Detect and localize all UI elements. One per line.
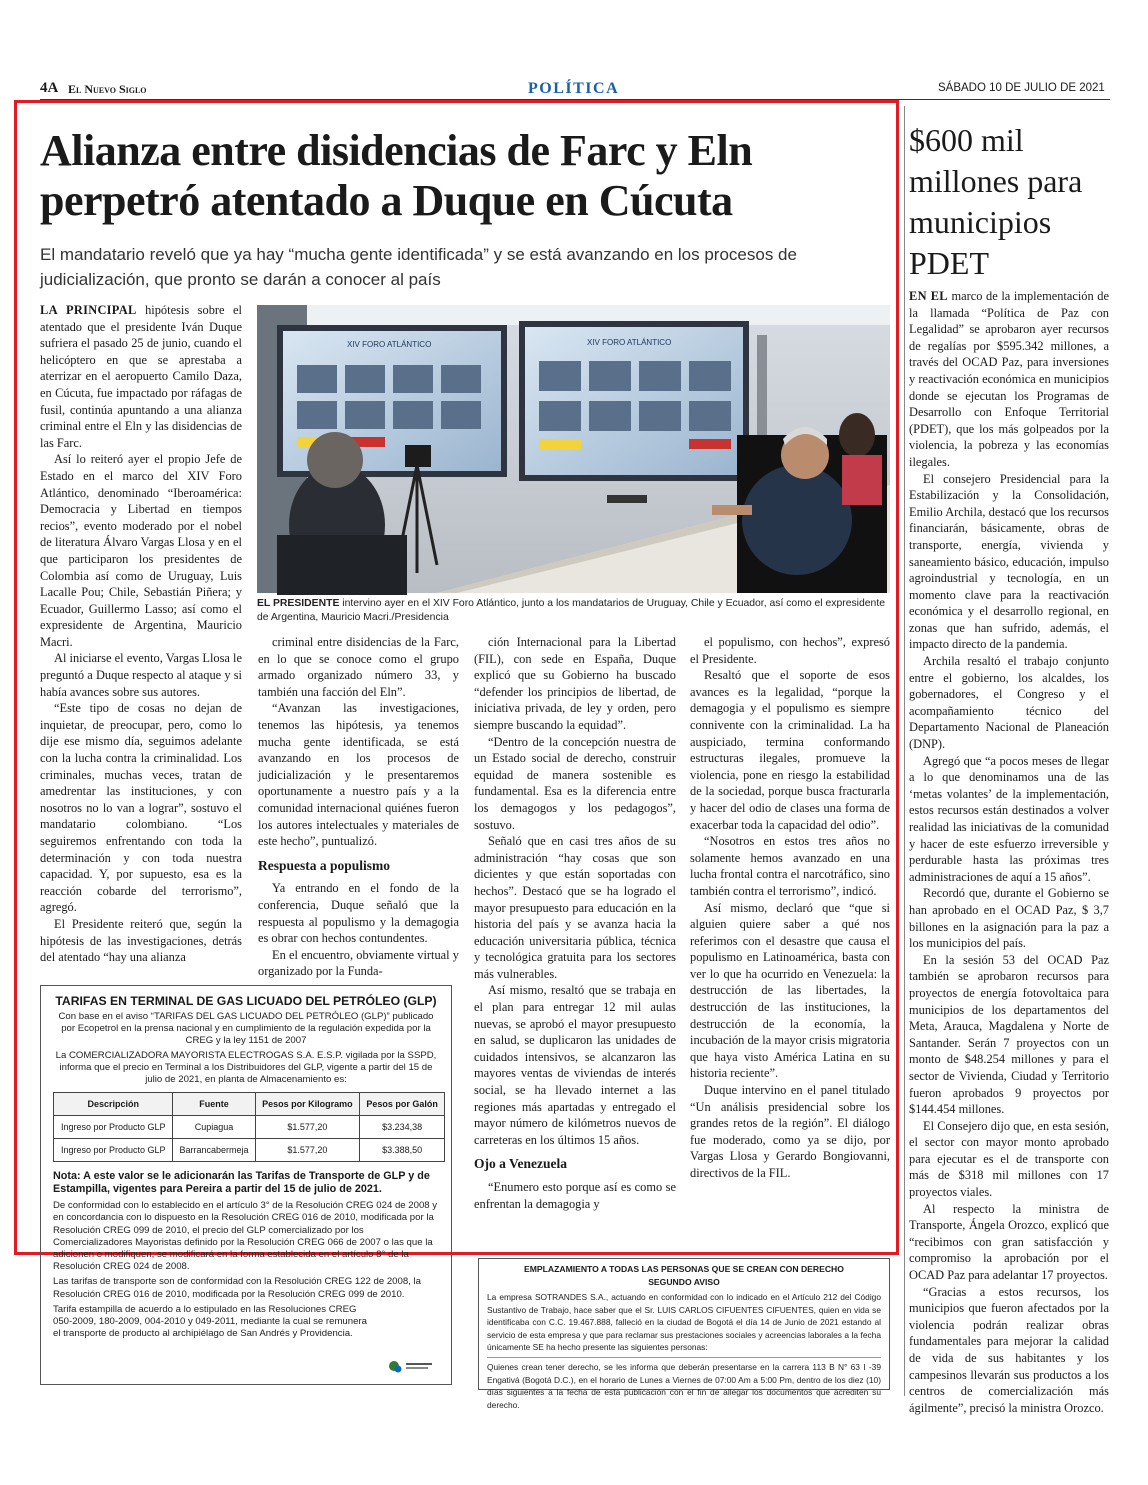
sidebar-rule: [904, 106, 905, 1396]
table-header-cell: Pesos por Galón: [360, 1093, 445, 1116]
glp-price-table: [53, 1092, 445, 1162]
lead-in: EN EL: [909, 289, 948, 303]
subhead-venezuela: Ojo a Venezuela: [474, 1156, 567, 1172]
superservicios-logo: [386, 1358, 436, 1376]
photo-caption: [257, 597, 890, 625]
conference-scene: [257, 305, 890, 593]
paragraph-text: “Dentro de la concepción nuestra de un Estado social de derecho, construir equidad de manera sostenible es fundamental. Esa es la diferencia entre los demagogos y los pedagogos”, sostuvo.: [474, 734, 676, 832]
article-photo: [257, 305, 890, 593]
main-deck: El mandatario reveló que ya hay “mucha gente identificada” y se está avanzando en los procesos de judicialización, que pronto se darán a conocer al país: [40, 245, 797, 289]
table-cell: Cupiagua: [173, 1116, 255, 1139]
paragraph-text: Señaló que en casi tres años de su administración “hay cosas que son dicientes y que están soportadas con hechos”. Destacó que se ha logrado el mayor presupuesto para educación en la historia del país y se avanza hacia la educación universitaria pública, técnica y tecnológica gratuita para los sectores más vulnerables.: [474, 834, 676, 981]
col3-paragraph: [474, 833, 676, 982]
glp-title: TARIFAS EN TERMINAL DE GAS LICUADO DEL PETRÓLEO (GLP): [55, 994, 437, 1008]
paragraph-text: Resaltó que el soporte de esos avances es la legalidad, “porque la demagogia y el populismo es siempre connivente con la criminalidad. La ha auspiciado, termina conformando estructuras ilegales, promueve la violencia, pone en riesgo la estabilidad de la sociedad, porque busca fracturarla y hacer del odio de clases una forma de exacerbar toda la capacidad del odio”.: [690, 668, 890, 832]
glp-intro-1: Con base en el aviso “TARIFAS DEL GAS LICUADO DEL PETRÓLEO (GLP)” publicado por Ecopetrol en la prensa nacional y en cumplimiento de la regulación expedida por la CREG y la ley 1151 de 2007: [58, 1011, 434, 1047]
summons-subtitle: SEGUNDO AVISO: [648, 1277, 720, 1287]
paragraph-text: Así mismo, resaltó que se trabaja en el plan para entregar 12 mil aulas nuevas, se aprobó el mayor presupuesto en salud, se duplicaron las unidades de cuidados intensivos, se alcanzaron las mayores ventas de viviendas de interés social, se ha llevado internet a las regiones más apartadas y entregado el mayor número de kilómetros nuevos de carreteras en los últimos 15 años.: [474, 983, 676, 1147]
paragraph-text: hipótesis sobre el atentado que el presidente Iván Duque sufriera el pasado 25 de junio, cuando el helicóptero en que se aprestaba a aterrizar en el aeropuerto Camilo Daza, en Cúcuta, fue impactado por ráfagas de fusil, continúa apuntando a una alianza criminal entre el Eln y las disidencias de las Farc.: [40, 303, 242, 450]
glp-intro-2: La COMERCIALIZADORA MAYORISTA ELECTROGAS S.A. E.S.P. vigilada por la SSPD, informa que el precio en Terminal a los Distribuidores del GLP, vigente a partir del 15 de julio de 2021, en planta de Almacenamiento es:: [55, 1049, 437, 1086]
col4-paragraph: [690, 833, 890, 899]
col3-paragraph: [474, 734, 676, 834]
paragraph-text: ción Internacional para la Libertad (FIL), con sede en España, Duque explicó que su Gobierno ha buscado “defender los principios de libertad, de iniciativa privada, de ley y orden, pero siempre buscando la equidad”.: [474, 635, 676, 732]
photo-caption-text: intervino ayer en el XIV Foro Atlántico, junto a los mandatarios de Uruguay, Chile y Ecuador, así como el expresidente de Argentina, Mauricio Macri./Presidencia: [257, 598, 885, 623]
side-paragraph: [909, 1201, 1109, 1284]
col4-paragraph: [690, 634, 890, 667]
lead-in: LA PRINCIPAL: [40, 303, 137, 317]
col2-paragraph: [258, 880, 459, 946]
col1-paragraph: [40, 302, 242, 451]
col4-paragraph: [690, 667, 890, 833]
col3-paragraph: [474, 634, 676, 734]
summons-notice: [478, 1258, 890, 1410]
paragraph-text: Así mismo, declaró que “que si alguien quiere saber a qué nos referimos con el desastre que causa el populismo en Latinoamérica, basta con ver lo que ha ocurrido en Venezuela: la destrucción de las libertades, la destrucción de las instituciones, la destrucción de la economía, la incubación de la mayor crisis migratoria que haya visto América Latina en su historia reciente”.: [690, 900, 890, 1081]
newspaper-name: El Nuevo Siglo: [68, 82, 147, 96]
article-column-2: [258, 634, 459, 979]
summons-divider: [487, 1357, 881, 1358]
table-cell: Ingreso por Producto GLP: [54, 1139, 173, 1162]
page-number: 4A: [40, 80, 59, 96]
side-paragraph: [909, 753, 1109, 886]
glp-notice: [40, 985, 452, 1385]
paragraph-text: “Gracias a estos recursos, los municipios que fueron afectados por la violencia podrán realizar obras fundamentales para mejorar la calidad de vida de sus habitantes y los campesinos llevarán sus productos a los centros de comercialización más ágilmente”, precisó la ministra Orozco.: [909, 1284, 1109, 1415]
paragraph-text: Duque intervino en el panel titulado “Un análisis presidencial sobre los grandes retos de la región”. El diálogo fue moderado, como ya se dijo, por Vargas Llosa y Gerardo Bongiovanni, directivos de la FIL.: [690, 1083, 890, 1180]
paragraph-text: Recordó que, durante el Gobierno se han aprobado en el OCAD Paz, $ 3,7 billones en la asignación para la paz a los municipios del país.: [909, 886, 1109, 951]
side-headline: $600 mil millones para municipios PDET: [909, 122, 1083, 281]
side-paragraph: [909, 653, 1109, 753]
screen-label-right: XIV FORO ATLÁNTICO: [587, 338, 672, 347]
paragraph-text: En la sesión 53 del OCAD Paz también se aprobaron recursos para proyectos de energía fotovoltaica para municipios de los departamentos del Meta, Arauca, Magdalena y Norte de Santander. Serán 7 proyectos con un monto de $48.254 millones y para el sector de Vivienda, Ciudad y Territorio fueron aprobados 9 proyectos por $144.454 millones.: [909, 952, 1109, 1117]
col1-paragraph: [40, 650, 242, 700]
paragraph-text: Al iniciarse el evento, Vargas Llosa le preguntó a Duque respecto al ataque y si había avances sobre sus autores.: [40, 651, 242, 699]
paragraph-text: “Nosotros en estos tres años no solamente hemos avanzado en una lucha frontal contra el narcotráfico, sino también contra el terrorismo”, indicó.: [690, 834, 890, 898]
glp-note: Nota: A este valor se le adicionarán las Tarifas de Transporte de GLP y de Estampilla, vigentes para Pereira a partir del 15 de julio de 2021.: [53, 1170, 430, 1196]
paragraph-text: Así lo reiteró ayer el propio Jefe de Estado en el marco del XIV Foro Atlántico, denominado “Iberoamérica: Democracia y Libertad en tiempos recios”, evento moderado por el nobel de literatura Álvaro Vargas Llosa y en el que participaron los presidentes de Colombia así como de Uruguay, Luis Lacalle Pou; Chile, Sebastián Piñera; y Ecuador, Guillermo Lasso; así como el expresidente de Argentina, Mauricio Macri.: [40, 452, 242, 649]
col2-paragraph: [258, 634, 459, 700]
table-cell: $1.577,20: [255, 1139, 360, 1162]
section-title: POLÍTICA: [528, 80, 620, 97]
col3-paragraph: [474, 982, 676, 1148]
glp-para-1: De conformidad con lo establecido en el artículo 3° de la Resolución CREG 024 de 2008 y en concordancia con lo dispuesto en la Resolución CREG 016 de 2010, modificada por la Resolución CREG 099 de 2010, el precio del GLP comercializado por los Comercializadores Mayoristas definido por la Resolución CREG 066 de 2007 o las que la adicionen o modifiquen, se modificará en la forma establecida en el artículo 8° de la Resolución CREG 024 de 2008.: [53, 1200, 438, 1273]
table-header-cell: Fuente: [173, 1093, 255, 1116]
subhead-populism: Respuesta a populismo: [258, 857, 391, 873]
paragraph-text: En el encuentro, obviamente virtual y organizado por la Funda-: [258, 947, 459, 979]
side-paragraph: [909, 952, 1109, 1118]
issue-date: SÁBADO 10 DE JULIO DE 2021: [938, 82, 1105, 94]
paragraph-text: “Avanzan las investigaciones, tenemos las hipótesis, ya tenemos mucha gente identificada, se está avanzando en los procesos de judicialización y le presentaremos oportunamente a nuestro país y a la comunidad internacional quiénes fueron los autores intelectuales y materiales de este hecho”, puntualizó.: [258, 701, 459, 849]
table-cell: Ingreso por Producto GLP: [54, 1116, 173, 1139]
summons-para-2: Quienes crean tener derecho, se les informa que deberán presentarse en la carrera 113 B N° 63 I -39 Engativá (Bogotá D.C.), en el horario de Lunes a Viernes de 07:00 Am a 5:00 Pm, dentro de los diez (10) días siguientes a la fecha de esta publicación con el fin de allegar los documentos que acrediten su derecho.: [487, 1361, 881, 1410]
side-paragraph: [909, 885, 1109, 951]
table-header-cell: Descripción: [54, 1093, 173, 1116]
article-column-1: [40, 302, 242, 965]
paragraph-text: criminal entre disidencias de la Farc, en lo que se conoce como el grupo armado organizado número 33, y también una facción del Eln”.: [258, 635, 459, 699]
col3-paragraph: [474, 1179, 676, 1212]
col4-paragraph: [690, 1082, 890, 1182]
table-cell: Barrancabermeja: [173, 1139, 255, 1162]
summons-para-1: La empresa SOTRANDES S.A., actuando en conformidad con lo indicado en el Artículo 212 del Código Sustantivo de Trabajo, hace saber que el Sr. LUIS CARLOS CIFUENTES CIFUENTES, quien en vida se identificaba con C.C. 19.467.888, falleció en la ciudad de Bogotá el día 14 de Junio de 2021 estando al servicio de esta empresa y que para reclamar sus prestaciones sociales y acreencias laborales a la fecha únicamente SE ha hecho presente las siguientes personas:: [487, 1292, 881, 1353]
glp-para-2: Las tarifas de transporte son de conformidad con la Resolución CREG 122 de 2008, la Resolución CREG 016 de 2010, modificada por la Resolución CREG 099 de 2010.: [53, 1276, 421, 1300]
table-cell: $1.577,20: [255, 1116, 360, 1139]
glp-para-3: Tarifa estampilla de acuerdo a lo estipulado en las Resoluciones CREG 050-2009, 180-2009, 004-2010 y 049-2011, mediante la cual se remunera el transporte de producto al archipiélago de San Andrés y Providencia.: [53, 1303, 367, 1340]
col4-paragraph: [690, 900, 890, 1083]
main-headline: Alianza entre disidencias de Farc y Eln perpetró atentado a Duque en Cúcuta: [40, 126, 753, 225]
col1-paragraph: [40, 451, 242, 650]
table-header-cell: Pesos por Kilogramo: [255, 1093, 360, 1116]
photo-caption-lead: EL PRESIDENTE: [257, 598, 340, 609]
col2-paragraph: [258, 700, 459, 849]
table-row: [54, 1139, 445, 1162]
paragraph-text: El consejero Presidencial para la Estabilización y la Consolidación, Emilio Archila, destacó que los recursos financiarán, básicamente, obras de transporte, energía, vivienda y saneamiento básico, educación, impulso agroindustrial y tecnología, en un momento clave para la reactivación económica y el desarrollo regional, en zonas que han sufrido, además, el impacto directo de la pandemia.: [909, 471, 1109, 652]
table-header-row: [54, 1093, 445, 1116]
paragraph-text: “Enumero esto porque así es como se enfrentan la demagogia y: [474, 1180, 676, 1211]
paragraph-text: Archila resaltó el trabajo conjunto entre el gobierno, los alcaldes, los gobernadores, el Congreso y el acompañamiento técnico del Departamento Nacional de Planeación (DNP).: [909, 654, 1109, 752]
paragraph-text: marco de la implementación de la llamada “Política de Paz con Legalidad” se aprobaron ayer recursos de regalías por $595.342 millones, a través del OCAD Paz, para inversiones y reactivación económica en municipios donde se ejecutan los Programas de Desarrollo con Enfoque Territorial (PDET), que los más golpeados por la violencia, la pobreza y las economías ilegales.: [909, 289, 1110, 469]
paragraph-text: el populismo, con hechos”, expresó el Presidente.: [690, 635, 890, 666]
table-cell: $3.388,50: [360, 1139, 445, 1162]
col1-paragraph: [40, 700, 242, 916]
paragraph-text: Al respecto la ministra de Transporte, Ángela Orozco, explicó que “recibimos con gran satisfacción y compromiso la aprobación por el OCAD Paz para adelantar 17 proyectos.: [909, 1201, 1109, 1283]
col1-paragraph: [40, 916, 242, 966]
paragraph-text: El Consejero dijo que, en esta sesión, el sector con mayor monto aprobado para ejecutar es el de transporte con más de $318 mil millones con 17 proyectos viales.: [909, 1118, 1109, 1200]
summons-title: EMPLAZAMIENTO A TODAS LAS PERSONAS QUE SE CREAN CON DERECHO: [524, 1264, 844, 1274]
article-column-4: [690, 634, 890, 1244]
screen-label-left: XIV FORO ATLÁNTICO: [347, 340, 432, 349]
side-paragraph: [909, 1284, 1109, 1417]
paragraph-text: Ya entrando en el fondo de la conferencia, Duque señaló que la respuesta al populismo y la demagogia es obrar con hechos contundentes.: [258, 881, 459, 946]
side-paragraph: [909, 288, 1109, 471]
table-row: [54, 1116, 445, 1139]
side-paragraph: [909, 471, 1109, 654]
col2-paragraph: [258, 947, 459, 980]
paragraph-text: Agregó que “a pocos meses de llegar a lo que denominamos una de las ‘metas volantes’ de la implementación, estos recursos están destinados a volver realidad las iniciativas de la comunidad y hacer de este esfuerzo irreversible y perdurable hasta las próximas tres administraciones de aquí a 15 años”.: [909, 753, 1109, 884]
side-article-body: [909, 288, 1109, 1418]
article-column-3: [474, 634, 676, 1244]
paragraph-text: El Presidente reiteró que, según la hipótesis de las investigaciones, detrás del atentado “hay una alianza: [40, 916, 242, 965]
side-paragraph: [909, 1118, 1109, 1201]
paragraph-text: “Este tipo de cosas no dejan de inquietar, de preocupar, pero, como lo dije ese mismo día, seguimos adelante con la lucha contra la criminalidad. Los criminales, muchas veces, tratan de amedrentar las instituciones, y con nosotros no lo van a lograr”, sostuvo el mandatario colombiano. “Los seguiremos enfrentando con toda la determinación y con toda nuestra capacidad. Y, por supuesto, esa es la reacción cobarde del terrorismo”, agregó.: [40, 701, 242, 915]
table-cell: $3.234,38: [360, 1116, 445, 1139]
